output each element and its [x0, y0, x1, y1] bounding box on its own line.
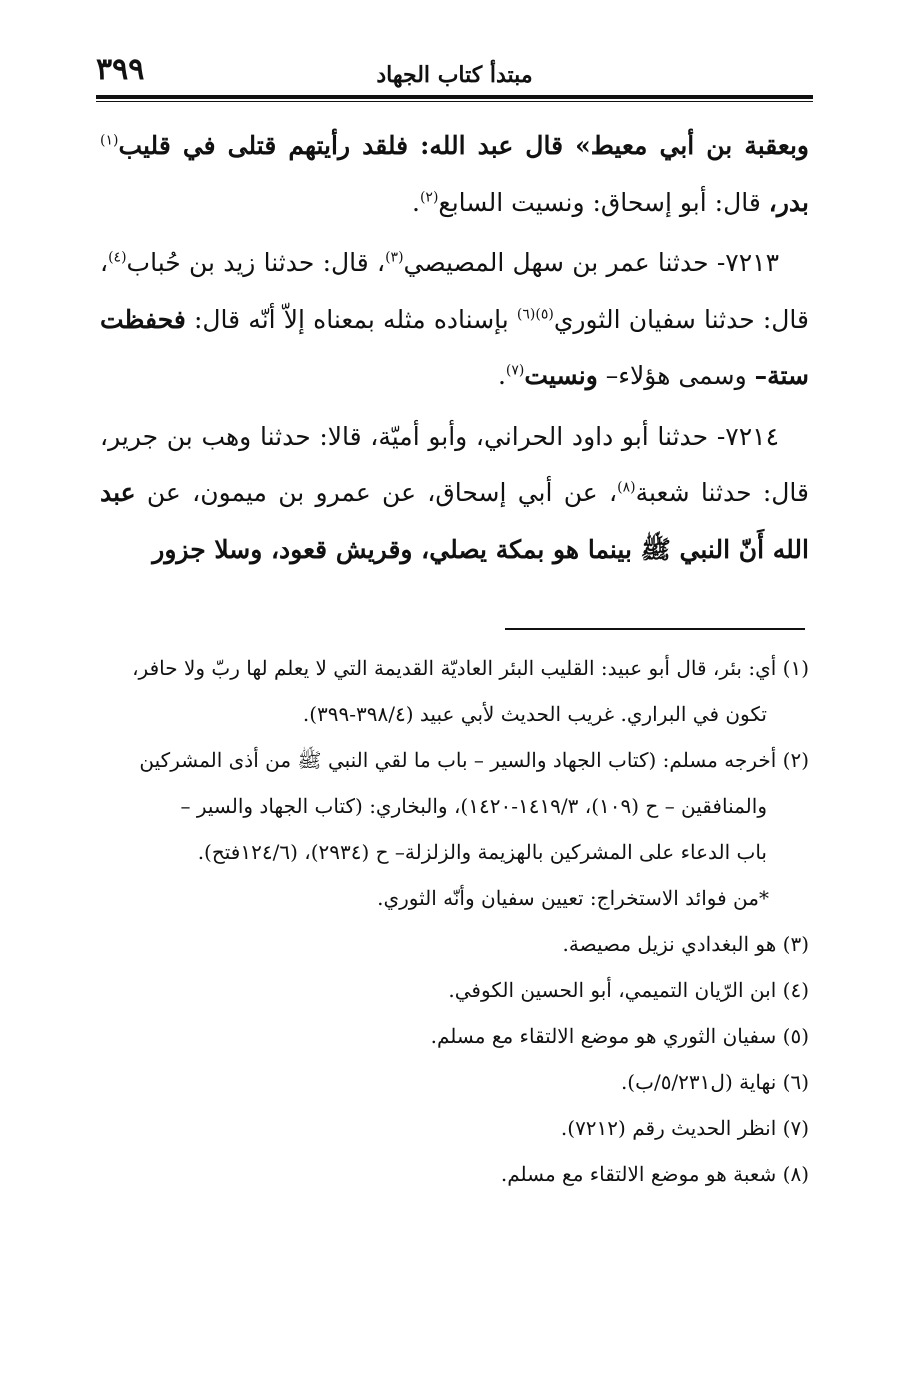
footnote-5: (٥) سفيان الثوري هو موضع الالتقاء مع مسلم.	[430, 1024, 809, 1048]
footnote-1-continued: تكون في البراري. غريب الحديث لأبي عبيد (٣٩٨/٤-٣٩٩).	[302, 702, 767, 726]
footnote-3: (٣) هو البغدادي نزيل مصيصة.	[562, 932, 809, 956]
p3-text-b: ، عن أبي إسحاق، عن عمرو بن ميمون، عن	[135, 478, 618, 507]
footnote-ref-8: (٨)	[617, 479, 636, 496]
header-rule	[96, 95, 813, 102]
footnote-ref-2: (٢)	[419, 189, 439, 206]
footnote-ref-3: (٣)	[385, 249, 404, 266]
footnote-ref-5-6: (٥)(٦)	[516, 306, 554, 323]
page-number: ٣٩٩	[96, 52, 145, 87]
p2-bold-a: فحفظت ستة–	[100, 304, 809, 390]
p1-plain-a: قال: أبو إسحاق: ونسيت السابع	[438, 187, 769, 217]
footnote-2-line-3: باب الدعاء على المشركين بالهزيمة والزلزلة– ح (٢٩٣٤)، (١٢٤/٦فتح).	[197, 840, 767, 864]
footnote-7: (٧) انظر الحديث رقم (٧٢١٢).	[560, 1116, 809, 1140]
p1-plain-b: .	[411, 187, 420, 217]
footnote-2-line-2: والمنافقين – ح (١٠٩)، ١٤١٩/٣-١٤٢٠)، والبخاري: (كتاب الجهاد والسير –	[180, 794, 767, 818]
p2-bold-b: ونسيت	[524, 361, 598, 390]
p1-bold-b: بدر،	[768, 187, 809, 217]
p2-text-a: ٧٢١٣- حدثنا عمر بن سهل المصيصي	[403, 248, 779, 277]
paragraph-7214	[100, 409, 809, 579]
p2-text-b: ، قال: حدثنا زيد بن حُباب	[126, 248, 386, 277]
page-header	[96, 52, 813, 96]
footnote-4: (٤) ابن الرّيان التميمي، أبو الحسين الكوفي.	[448, 978, 809, 1002]
paragraph-7213	[100, 235, 809, 405]
p2-text-d: بإسناده مثله بمعناه إلاّ أنّه قال:	[185, 304, 517, 334]
paragraph-1	[100, 118, 809, 231]
footnotes	[100, 645, 809, 1197]
p2-text-e: وسمى هؤلاء–	[597, 361, 755, 390]
p2-text-f: .	[497, 361, 506, 390]
p3-bold-a: عبد الله أَنّ النبي ﷺ بينما هو بمكة يصلي، وقريش قعود، وسلا جزور	[100, 478, 809, 564]
p1-bold-a: وبعقبة بن أبي معيط» قال عبد الله: فلقد رأيتهم قتلى في قليب	[118, 131, 809, 160]
main-text	[100, 118, 809, 578]
footnote-2-note: *من فوائد الاستخراج: تعيين سفيان وأنّه الثوري.	[377, 886, 769, 910]
p3-text-a: ٧٢١٤- حدثنا أبو داود الحراني، وأبو أميّة، قالا: حدثنا وهب بن جرير، قال: حدثنا شعبة	[100, 421, 810, 507]
footnote-ref-7: (٧)	[505, 362, 525, 379]
footnote-separator	[505, 628, 805, 630]
p2-text-c: ، قال: حدثنا سفيان الثوري	[100, 248, 809, 334]
running-title: مبتدأ كتاب الجهاد	[376, 62, 533, 88]
footnote-ref-1: (١)	[100, 132, 119, 149]
footnote-2: (٢) أخرجه مسلم: (كتاب الجهاد والسير – باب ما لقي النبي ﷺ من أذى المشركين	[139, 748, 809, 772]
footnote-8: (٨) شعبة هو موضع الالتقاء مع مسلم.	[500, 1162, 809, 1186]
footnote-1: (١) أي: بئر، قال أبو عبيد: القليب البئر العاديّة القديمة التي لا يعلم لها ربّ ولا حافر،	[132, 656, 809, 680]
footnote-6: (٦) نهاية (ل٥/٢٣١/ب).	[620, 1070, 809, 1094]
footnote-ref-4: (٤)	[108, 249, 127, 266]
